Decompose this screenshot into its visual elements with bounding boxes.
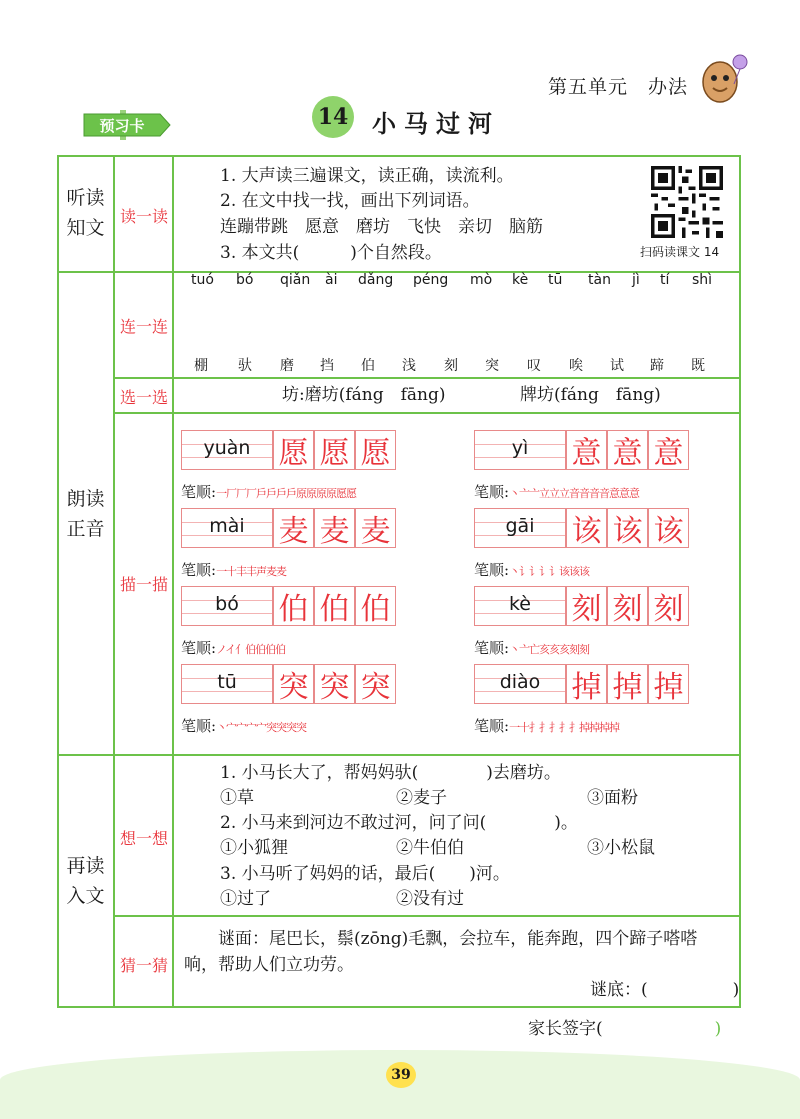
parent-signature[interactable] — [528, 1014, 721, 1039]
qr-code-icon[interactable] — [651, 166, 723, 238]
trace-pinyin: diào — [499, 671, 541, 693]
hanzi-12[interactable]: 既 — [691, 358, 705, 374]
lesson-title: 小马过河 — [372, 109, 500, 138]
hanzi-8[interactable]: 叹 — [527, 358, 541, 374]
stroke-order-label: 笔顺: — [181, 561, 217, 579]
pinyin-11[interactable]: tí — [660, 272, 670, 288]
stroke-order — [474, 637, 589, 658]
pinyin-box — [181, 508, 273, 548]
activity-trace: 描一描 — [119, 575, 168, 594]
stroke-order — [181, 559, 286, 580]
trace-pinyin: bó — [215, 593, 239, 615]
think-q3-opt-b[interactable]: ②没有过 — [396, 889, 464, 909]
think-q2-opt-a[interactable]: ①小狐狸 — [220, 838, 288, 858]
trace-char-box[interactable]: 愿 — [355, 430, 396, 470]
pinyin-box — [474, 430, 566, 470]
pinyin-2[interactable]: qiǎn — [280, 272, 311, 288]
pinyin-9[interactable]: tàn — [588, 272, 611, 288]
tag-label: 预习卡 — [99, 117, 145, 135]
trace-pinyin: yì — [511, 437, 529, 459]
trace-char-box[interactable]: 刻 — [607, 586, 648, 626]
trace-char-box[interactable]: 该 — [566, 508, 607, 548]
stroke-order — [474, 715, 619, 736]
trace-pinyin: yuàn — [203, 437, 251, 459]
hanzi-9[interactable]: 唉 — [569, 358, 583, 374]
stroke-order — [181, 481, 356, 502]
stroke-order-label: 笔顺: — [474, 483, 510, 501]
stroke-order — [181, 715, 306, 736]
mascot-icon — [696, 50, 748, 106]
activity-think: 想一想 — [119, 829, 168, 848]
stroke-order-label: 笔顺: — [474, 639, 510, 657]
hanzi-3[interactable]: 挡 — [320, 358, 334, 374]
s1-words: 连蹦带跳 愿意 磨坊 飞快 亲切 脑筋 — [220, 217, 543, 237]
pinyin-box — [474, 508, 566, 548]
think-q1-opt-a[interactable]: ①草 — [220, 788, 254, 808]
trace-pinyin: tū — [217, 671, 237, 693]
qr-caption: 扫码读课文 14 — [640, 245, 720, 259]
think-q1: 1. 小马长大了，帮妈妈驮( )去磨坊。 — [220, 763, 561, 783]
pinyin-box — [181, 586, 273, 626]
riddle-line-1: 谜面：尾巴长，鬃(zōng)毛飘，会拉车，能奔跑，四个蹄子嗒嗒 — [218, 929, 698, 949]
trace-char-box[interactable]: 愿 — [314, 430, 355, 470]
trace-char-box[interactable]: 突 — [314, 664, 355, 704]
pinyin-box — [474, 664, 566, 704]
trace-char-box[interactable]: 麦 — [314, 508, 355, 548]
pinyin-3[interactable]: ài — [325, 272, 338, 288]
parent-signature-label: 家长签字( — [528, 1019, 603, 1039]
stroke-sequence: 一厂厂厂戶戶戶戶原原原原愿愿 — [216, 487, 357, 500]
stroke-order-label: 笔顺: — [181, 483, 217, 501]
trace-char-box[interactable]: 掉 — [648, 664, 689, 704]
pinyin-5[interactable]: péng — [413, 272, 449, 288]
pinyin-6[interactable]: mò — [470, 272, 493, 288]
pinyin-box — [474, 586, 566, 626]
pinyin-4[interactable]: dǎng — [358, 272, 394, 288]
pinyin-8[interactable]: tū — [548, 272, 563, 288]
hanzi-6[interactable]: 刻 — [444, 358, 458, 374]
stroke-sequence: 丶讠讠讠讠该该该 — [509, 565, 590, 578]
pinyin-box — [181, 664, 273, 704]
stroke-order — [474, 481, 639, 502]
hanzi-4[interactable]: 伯 — [361, 358, 375, 374]
section-label-listen: 听读 知文 — [66, 187, 105, 239]
riddle-answer[interactable]: 谜底：( ) — [590, 980, 740, 1000]
hanzi-0[interactable]: 棚 — [194, 358, 208, 374]
s1-line-2: 2. 在文中找一找，画出下列词语。 — [220, 191, 480, 211]
section-label-pronounce: 朗读 正音 — [66, 488, 105, 540]
trace-char-box[interactable]: 该 — [607, 508, 648, 548]
think-q2-opt-c[interactable]: ③小松鼠 — [587, 838, 655, 858]
stroke-order-label: 笔顺: — [181, 639, 217, 657]
stroke-sequence: 丶亠亡亥亥亥刻刻 — [509, 643, 590, 656]
trace-char-box[interactable]: 意 — [566, 430, 607, 470]
preview-card-tag — [82, 110, 172, 140]
trace-char-box[interactable]: 麦 — [273, 508, 314, 548]
stroke-order-label: 笔顺: — [474, 717, 510, 735]
think-q1-opt-c[interactable]: ③面粉 — [587, 788, 638, 808]
pinyin-box — [181, 430, 273, 470]
trace-char-box[interactable]: 伯 — [314, 586, 355, 626]
stroke-order — [181, 637, 285, 658]
trace-char-box[interactable]: 刻 — [566, 586, 607, 626]
think-q3: 3. 小马听了妈妈的话，最后( )河。 — [220, 864, 510, 884]
hanzi-2[interactable]: 磨 — [280, 358, 294, 374]
pinyin-12[interactable]: shì — [692, 272, 713, 288]
section-label-reread: 再读 入文 — [66, 855, 105, 907]
think-q1-opt-b[interactable]: ②麦子 — [396, 788, 447, 808]
stroke-order-label: 笔顺: — [474, 561, 510, 579]
parent-signature-close: ) — [714, 1019, 722, 1039]
lesson-number: 14 — [312, 96, 354, 138]
think-q2: 2. 小马来到河边不敢过河，问了问( )。 — [220, 813, 578, 833]
trace-char-box[interactable]: 愿 — [273, 430, 314, 470]
trace-char-box[interactable]: 伯 — [355, 586, 396, 626]
trace-pinyin: gāi — [505, 515, 535, 537]
activity-connect: 连一连 — [119, 317, 168, 336]
hanzi-7[interactable]: 突 — [485, 358, 499, 374]
trace-char-box[interactable]: 掉 — [566, 664, 607, 704]
activity-read: 读一读 — [119, 207, 168, 226]
pinyin-7[interactable]: kè — [512, 272, 529, 288]
stroke-sequence: 丶亠亠立立立音音音音意意意 — [509, 487, 640, 500]
trace-char-box[interactable]: 意 — [648, 430, 689, 470]
think-q2-opt-b[interactable]: ②牛伯伯 — [396, 838, 464, 858]
activity-guess: 猜一猜 — [119, 956, 168, 975]
trace-char-box[interactable]: 该 — [648, 508, 689, 548]
hanzi-5[interactable]: 浅 — [402, 358, 416, 374]
choose-item-2[interactable]: 牌坊(fáng fāng) — [520, 385, 661, 405]
pinyin-1[interactable]: bó — [236, 272, 254, 288]
trace-char-box[interactable]: 刻 — [648, 586, 689, 626]
riddle-line-2: 响，帮助人们立功劳。 — [184, 955, 354, 975]
hanzi-10[interactable]: 试 — [610, 358, 624, 374]
stroke-sequence: 一十扌扌扌扌扌掉掉掉掉 — [509, 721, 620, 734]
hanzi-11[interactable]: 蹄 — [650, 358, 664, 374]
activity-choose: 选一选 — [119, 388, 168, 407]
trace-pinyin: mài — [209, 515, 245, 537]
choose-item-1[interactable]: 坊:磨坊(fáng fāng) — [282, 385, 446, 405]
stroke-sequence: 一十丰丰声麦麦 — [216, 565, 287, 578]
trace-char-box[interactable]: 伯 — [273, 586, 314, 626]
s1-line-3: 3. 本文共( )个自然段。 — [220, 243, 442, 263]
trace-pinyin: kè — [508, 593, 531, 615]
trace-char-box[interactable]: 突 — [273, 664, 314, 704]
pinyin-10[interactable]: jì — [632, 272, 640, 288]
think-q3-opt-a[interactable]: ①过了 — [220, 889, 271, 909]
stroke-sequence: ノイ亻伯伯伯伯 — [216, 643, 286, 656]
page-number: 39 — [386, 1062, 416, 1088]
hanzi-1[interactable]: 驮 — [238, 358, 252, 374]
unit-title: 第五单元 办法 — [548, 76, 689, 98]
stroke-order — [474, 559, 589, 580]
stroke-sequence: 丶宀宀宀宀突突突突 — [216, 721, 307, 734]
trace-char-box[interactable]: 意 — [607, 430, 648, 470]
trace-char-box[interactable]: 麦 — [355, 508, 396, 548]
trace-char-box[interactable]: 突 — [355, 664, 396, 704]
pinyin-0[interactable]: tuó — [191, 272, 214, 288]
trace-char-box[interactable]: 掉 — [607, 664, 648, 704]
stroke-order-label: 笔顺: — [181, 717, 217, 735]
s1-line-1: 1. 大声读三遍课文，读正确，读流利。 — [220, 166, 514, 186]
